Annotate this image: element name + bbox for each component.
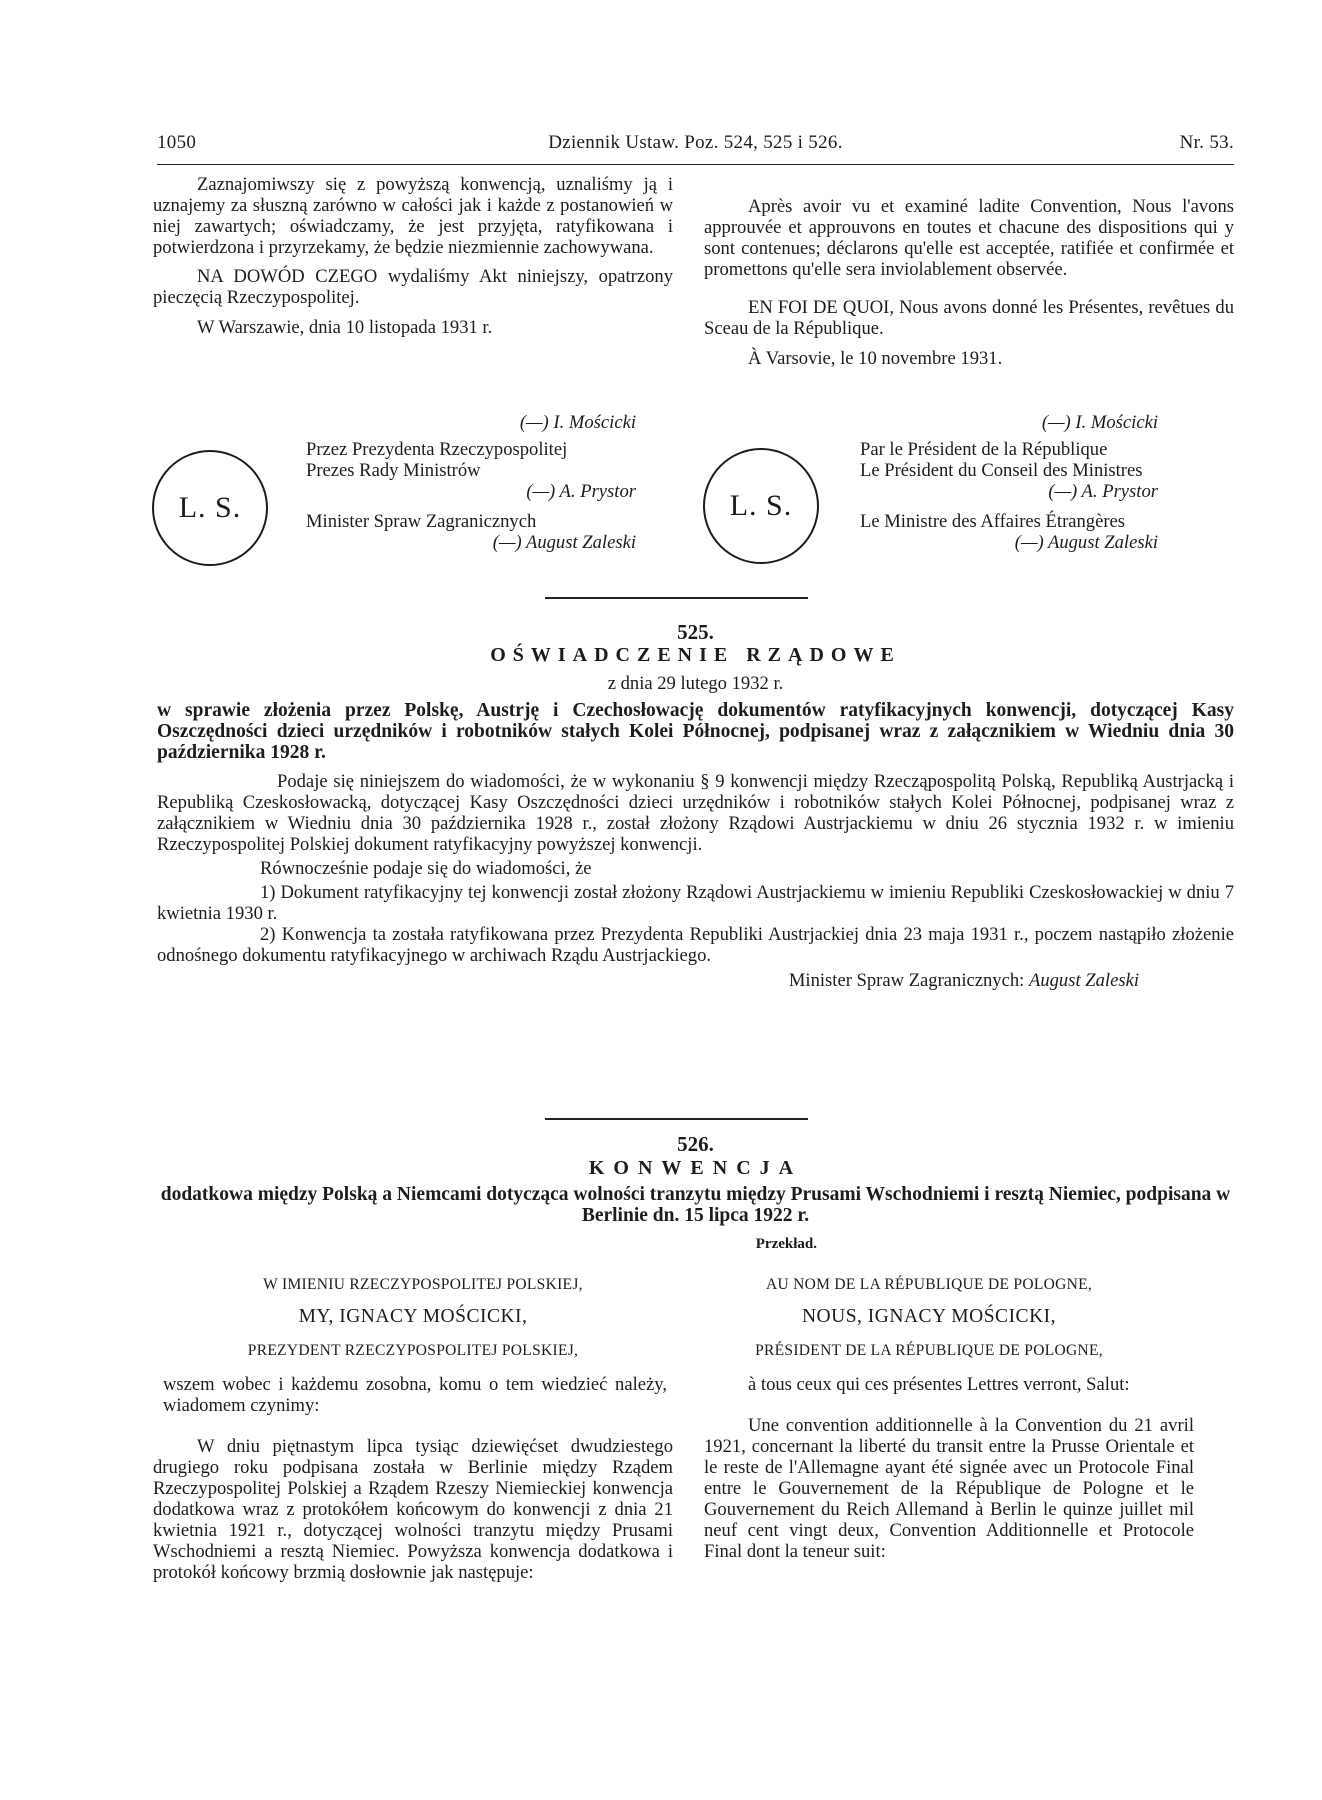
pos526-pl-address: wszem wobec i każdemu zosobna, komu o tem wiedzieć należy, wiadomem czynimy: xyxy=(163,1374,667,1416)
pos524-pl-signature-president: (—) I. Mościcki xyxy=(519,412,636,433)
pos526-fr-we: NOUS, IGNACY MOŚCICKI, xyxy=(801,1306,1057,1327)
pos524-pl-ratification-paragraph: Zaznajomiwszy się z powyższą konwencją, uznaliśmy ją i uznajemy za słuszną zarówno w całości jak i każde z postanowień w niej zawartych; oświadczamy, że jest przyjęta, ratyfikowana i potwierdzona i przyrzekamy, że będzie niezmiennie zachowywana. xyxy=(153,174,673,258)
pos524-fr-signature-president: (—) I. Mościcki xyxy=(1041,412,1158,433)
pos525-section xyxy=(157,622,1234,991)
pos524-fr-signature-zaleski: (—) August Zaleski xyxy=(1014,532,1158,553)
pos525-number: 525. xyxy=(677,620,714,644)
pos524-fr-seal: L. S. xyxy=(703,448,819,564)
pos524-pl-foreign-minister: Minister Spraw Zagranicznych xyxy=(306,511,537,532)
journal-title: Dziennik Ustaw. Poz. 524, 525 i 526. xyxy=(548,132,843,153)
running-header xyxy=(157,132,1234,158)
pos526-fr-paragraph: Une convention additionnelle à la Convention du 21 avril 1921, concernant la liberté du transit entre la Prusse Orientale et le reste de l'Allemagne ayant été signée avec un Protocole Final entre le Gouvernement de la République de Pologne et le Gouvernement du Reich Allemand à Berlin le quinze juillet mil neuf cent vingt deux, Convention Additionnelle et Protocole Final dont la teneur suit: xyxy=(704,1415,1194,1562)
pos525-notice-paragraph: Podaje się niniejszem do wiadomości, że w wykonaniu § 9 konwencji między Rzecząpospolitą Polską, Republiką Austrjacką i Republiką Czeskosłowacką, dotyczącej Kasy Oszczędności dzieci urzędników i robotników stałych Kolei Północnej, podpisanej wraz z załącznikiem w Wiedniu dnia 30 października 1928 r., został złożony Rządowi Austrjackiemu w dniu 26 stycznia 1932 r. w imieniu Rzeczypospolitej Polskiej dokument ratyfikacyjny powyższej konwencji. xyxy=(157,771,1234,855)
pos524-pl-prime-minister: Prezes Rady Ministrów xyxy=(306,460,481,481)
pos524-pl-signature-prystor: (—) A. Prystor xyxy=(526,481,636,502)
pos524-fr-foreign-minister: Le Ministre des Affaires Étrangères xyxy=(860,511,1126,532)
pos524-pl-witness-paragraph: NA DOWÓD CZEGO wydaliśmy Akt niniejszy, opatrzony pieczęcią Rzeczypospolitej. xyxy=(153,266,673,308)
pos526-fr-president: PRÉSIDENT DE LA RÉPUBLIQUE DE POLOGNE, xyxy=(755,1342,1103,1359)
pos524-fr-signature-prystor: (—) A. Prystor xyxy=(1048,481,1158,502)
section-divider-2 xyxy=(545,1118,808,1120)
pos526-polish-column xyxy=(153,1274,673,1583)
pos524-pl-signature-zaleski: (—) August Zaleski xyxy=(492,532,636,553)
section-divider xyxy=(545,597,808,599)
pos526-fr-address: à tous ceux qui ces présentes Lettres verront, Salut: xyxy=(748,1374,1130,1395)
pos524-pl-by-president: Przez Prezydenta Rzeczypospolitej xyxy=(306,439,568,460)
pos526-translation-note: Przekład. xyxy=(755,1236,817,1252)
pos526-section xyxy=(157,1134,1234,1255)
pos524-pl-seal: L. S. xyxy=(152,450,268,566)
pos524-pl-date: W Warszawie, dnia 10 listopada 1931 r. xyxy=(197,317,493,338)
issue-number: Nr. 53. xyxy=(1179,132,1234,153)
pos526-french-column xyxy=(704,1274,1234,1562)
pos524-fr-date: À Varsovie, le 10 novembre 1931. xyxy=(748,348,1003,369)
pos524-polish-signatures xyxy=(306,412,636,553)
pos525-signature xyxy=(157,970,1234,991)
pos525-date: z dnia 29 lutego 1932 r. xyxy=(607,673,784,694)
pos524-french-column xyxy=(704,196,1234,369)
pos524-polish-column xyxy=(153,174,673,338)
pos525-item-2: 2) Konwencja ta została ratyfikowana przez Prezydenta Republiki Austrjackiej dnia 23 maja 1931 r., poczem nastąpiło złożenie odnośnego dokumentu ratyfikacyjnego w archiwach Rządu Austrjackiego. xyxy=(157,924,1234,966)
pos525-title: OŚWIADCZENIE RZĄDOWE xyxy=(490,644,901,666)
pos526-pl-in-name: W IMIENIU RZECZYPOSPOLITEJ POLSKIEJ, xyxy=(263,1276,583,1293)
pos526-pl-paragraph: W dniu piętnastym lipca tysiąc dziewięćset dwudziestego drugiego roku podpisana została w Berlinie między Rządem Rzeczypospolitej Polskiej a Rządem Rzeszy Niemieckiej konwencja dodatkowa wraz z protokółem końcowym do konwencji z dnia 21 kwietnia 1921 r., dotyczącej wolności tranzytu między Prusami Wschodniemi a resztą Niemiec. Powyższa konwencja dodatkowa i protokół końcowy brzmią dosłownie jak następuje: xyxy=(153,1436,673,1583)
pos526-pl-president: PREZYDENT RZECZYPOSPOLITEJ POLSKIEJ, xyxy=(247,1342,579,1359)
pos526-title: KONWENCJA xyxy=(588,1157,803,1179)
pos524-fr-witness-paragraph: EN FOI DE QUOI, Nous avons donné les Présentes, revêtues du Sceau de la République. xyxy=(704,297,1234,339)
pos525-subject: w sprawie złożenia przez Polskę, Austrję i Czechosłowację dokumentów ratyfikacyjnych konwencji, dotyczącej Kasy Oszczędności dzieci urzędników i robotników stałych Kolei Północnej, podpisanej wraz z załącznikiem w Wiedniu dnia 30 października 1928 r. xyxy=(157,700,1234,763)
pos524-fr-ratification-paragraph: Après avoir vu et examiné ladite Convention, Nous l'avons approuvée et approuvons en toutes et chacune des dispositions qui y sont contenues; déclarons qu'elle est acceptée, ratifiée et confirmée et promettons qu'elle sera inviolablement observée. xyxy=(704,196,1234,280)
pos524-fr-prime-minister: Le Président du Conseil des Ministres xyxy=(860,460,1143,481)
pos525-signature-name: August Zaleski xyxy=(1028,970,1139,991)
pos526-pl-we: MY, IGNACY MOŚCICKI, xyxy=(298,1306,528,1327)
pos526-subject: dodatkowa między Polską a Niemcami dotycząca wolności tranzytu między Prusami Wschodniemi i resztą Niemiec, podpisana w Berlinie dn. 15 lipca 1922 r. xyxy=(160,1184,1231,1226)
page-number: 1050 xyxy=(157,132,197,153)
pos524-fr-by-president: Par le Président de la République xyxy=(860,439,1108,460)
pos525-simultaneous-notice: Równocześnie podaje się do wiadomości, że xyxy=(260,858,592,879)
pos526-fr-in-name: AU NOM DE LA RÉPUBLIQUE DE POLOGNE, xyxy=(765,1276,1093,1293)
pos525-item-1: 1) Dokument ratyfikacyjny tej konwencji został złożony Rządowi Austrjackiemu w imieniu Republiki Czeskosłowackiej w dniu 7 kwietnia 1930 r. xyxy=(157,882,1234,924)
header-rule xyxy=(157,164,1234,165)
pos524-french-signatures xyxy=(860,412,1220,553)
pos526-number: 526. xyxy=(677,1132,714,1156)
pos525-signature-label: Minister Spraw Zagranicznych: xyxy=(788,970,1025,991)
